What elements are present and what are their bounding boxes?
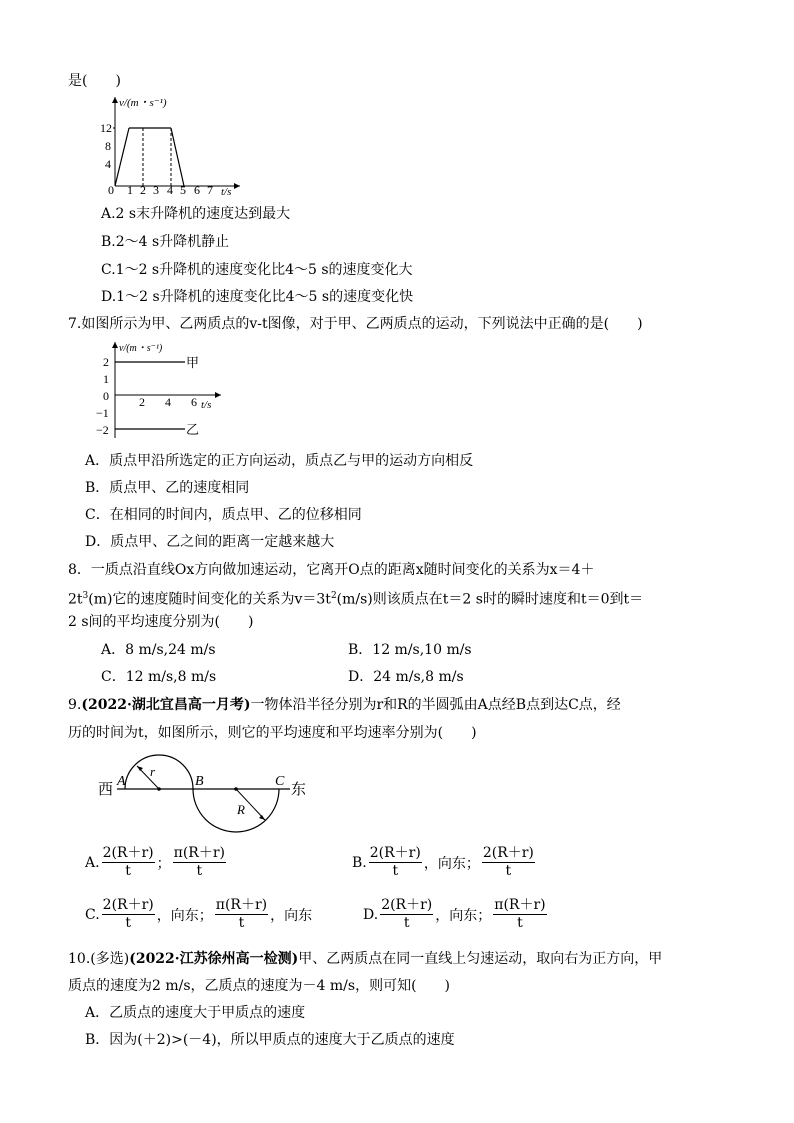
q9-denominator: t [125, 863, 131, 879]
q9-denominator: t [196, 863, 203, 879]
q6-xtick: 6 [194, 183, 200, 197]
q9-option-label: B. [352, 854, 367, 871]
q6-ylabel: v/(m・s⁻¹) [119, 97, 167, 109]
q6-xtick: 1 [127, 183, 133, 197]
q9-option-label: D. [363, 906, 379, 923]
q9-fraction [102, 845, 155, 880]
q9-fraction [102, 897, 155, 932]
q7-option-a: A．质点甲沿所选定的正方向运动，质点乙与甲的运动方向相反 [85, 453, 474, 469]
q9-number: 9. [68, 697, 82, 713]
q6-option-b: B.2～4 s升降机静止 [101, 234, 230, 250]
q9-option-b [352, 845, 537, 880]
q10-stem-line2: 质点的速度为2 m/s，乙质点的速度为－4 m/s，则可知( ) [68, 978, 450, 994]
q9-option-label: C. [85, 906, 100, 923]
q9-radius-R: R [237, 802, 245, 817]
q7-option-d: D．质点甲、乙之间的距离一定越来越大 [85, 534, 335, 550]
q7-ytick: 0 [103, 389, 109, 403]
q7-ytick: 2 [103, 355, 109, 369]
q9-direction: ，向东 [270, 907, 313, 924]
q7-line-jia: 甲 [186, 355, 200, 370]
q6-xtick: 5 [180, 183, 186, 197]
q9-fraction [369, 845, 422, 880]
q8-option-a: A．8 m/s,24 m/s [101, 642, 216, 658]
q9-direction: ，向东； [435, 907, 492, 924]
q9-numerator: π(R＋r) [494, 897, 546, 913]
q7-ytick: 1 [103, 372, 109, 386]
q6-xtick: 0 [108, 183, 114, 197]
q7-ytick: −1 [96, 406, 109, 420]
q6-xtick: 2 [140, 183, 146, 197]
q9-fraction [215, 897, 268, 932]
q9-fraction [493, 897, 546, 932]
q9-direction: ，向东； [423, 855, 480, 872]
q9-west: 西 [98, 782, 114, 798]
q9-fraction [380, 897, 433, 932]
q7-xtick: 2 [139, 395, 145, 409]
q9-option-label: A. [85, 854, 100, 871]
q8-stem-line3: 2 s间的平均速度分别为( ) [68, 614, 254, 630]
q10-option-a: A．乙质点的速度大于甲质点的速度 [85, 1005, 306, 1021]
q9-numerator: 2(R＋r) [369, 845, 421, 861]
q6-stem-tail: 是( ) [68, 73, 121, 89]
q8-formula-x: 2t [68, 591, 83, 608]
q9-stem-line2: 历的时间为t，如图所示，则它的平均速度和平均速率分别为( ) [68, 725, 477, 741]
q10-source: (2022·江苏徐州高一检测) [129, 951, 299, 967]
q8-exp-2: 2 [330, 591, 337, 601]
q7-vt-graph [95, 338, 235, 442]
q10-option-b: B．因为(＋2)>(－4)，所以甲质点的速度大于乙质点的速度 [85, 1032, 455, 1048]
q6-xlabel: t/s [221, 186, 232, 198]
q9-denominator: t [517, 915, 523, 931]
q9-numerator: π(R＋r) [173, 845, 225, 861]
q9-semicircle-diagram [95, 752, 325, 834]
q9-stem-text: 一物体沿半径分别为r和R的半圆弧由A点经B点到达C点，经 [250, 697, 621, 713]
q9-option-c [85, 897, 312, 932]
q8-exp-3: 3 [82, 591, 89, 601]
q9-point-a: A [117, 774, 126, 789]
q6-xtick: 3 [153, 183, 159, 197]
q7-xtick: 4 [165, 395, 171, 409]
q8-stem-rest: (m/s)则该质点在t＝2 s时的瞬时速度和t＝0到t＝ [336, 591, 644, 608]
q9-denominator: t [403, 915, 410, 931]
q9-source: (2022·湖北宜昌高一月考) [81, 697, 251, 713]
q6-option-a: A.2 s末升降机的速度达到最大 [101, 206, 291, 222]
q7-xtick: 6 [191, 395, 197, 409]
q7-ylabel: v/(m・s⁻¹) [119, 343, 163, 354]
q8-stem-line1: 8．一质点沿直线Ox方向做加速运动，它离开O点的距离x随时间变化的关系为x＝4＋ [68, 562, 595, 578]
q9-point-c: C [275, 774, 285, 789]
q6-ytick: 4 [105, 157, 111, 171]
q6-vt-graph [100, 92, 250, 202]
q8-option-b: B．12 m/s,10 m/s [348, 642, 472, 658]
q9-numerator: π(R＋r) [215, 897, 268, 913]
q6-ytick: 12 [100, 121, 112, 135]
q7-stem: 7.如图所示为甲、乙两质点的v-t图像，对于甲、乙两质点的运动，下列说法中正确的是( ) [68, 316, 643, 332]
q8-option-d: D．24 m/s,8 m/s [348, 669, 464, 685]
q9-denominator: t [392, 863, 399, 879]
q9-denominator: t [238, 915, 245, 931]
q9-numerator: 2(R＋r) [381, 897, 433, 913]
q6-option-d: D.1～2 s升降机的速度变化比4～5 s的速度变化快 [101, 289, 414, 305]
q9-denominator: t [125, 915, 132, 931]
q8-stem-line2 [68, 587, 643, 609]
q7-option-b: B．质点甲、乙的速度相同 [85, 480, 250, 496]
q7-xlabel: t/s [201, 399, 212, 411]
q9-option-a [85, 845, 228, 880]
q9-option-d [363, 897, 549, 932]
q9-stem-line1 [68, 696, 621, 714]
q9-point-b: B [195, 774, 204, 789]
q9-fraction [482, 845, 535, 880]
q7-line-yi: 乙 [186, 422, 200, 437]
q6-option-c: C.1～2 s升降机的速度变化比4～5 s的速度变化大 [101, 262, 413, 278]
q10-number: 10.(多选) [68, 951, 130, 967]
q7-ytick: −2 [96, 423, 109, 437]
q10-stem-text: 甲、乙两质点在同一直线上匀速运动，取向右为正方向，甲 [298, 951, 663, 967]
q6-xtick: 4 [167, 183, 173, 197]
q9-east: 东 [291, 782, 307, 798]
q9-separator: ； [156, 855, 171, 872]
q9-numerator: 2(R＋r) [482, 845, 534, 861]
q10-stem-line1 [68, 950, 662, 968]
q7-option-c: C．在相同的时间内，质点甲、乙的位移相同 [85, 507, 362, 523]
q9-fraction [173, 845, 226, 880]
q9-denominator: t [505, 863, 512, 879]
q8-option-c: C．12 m/s,8 m/s [101, 669, 217, 685]
q9-radius-r: r [150, 764, 156, 779]
q9-direction: ，向东； [156, 907, 213, 924]
q6-ytick: 8 [105, 139, 111, 153]
q8-formula-v: (m)它的速度随时间变化的关系为v＝3t [88, 591, 331, 608]
q9-numerator: 2(R＋r) [102, 845, 154, 861]
q6-xtick: 7 [207, 183, 213, 197]
q9-numerator: 2(R＋r) [102, 897, 154, 913]
